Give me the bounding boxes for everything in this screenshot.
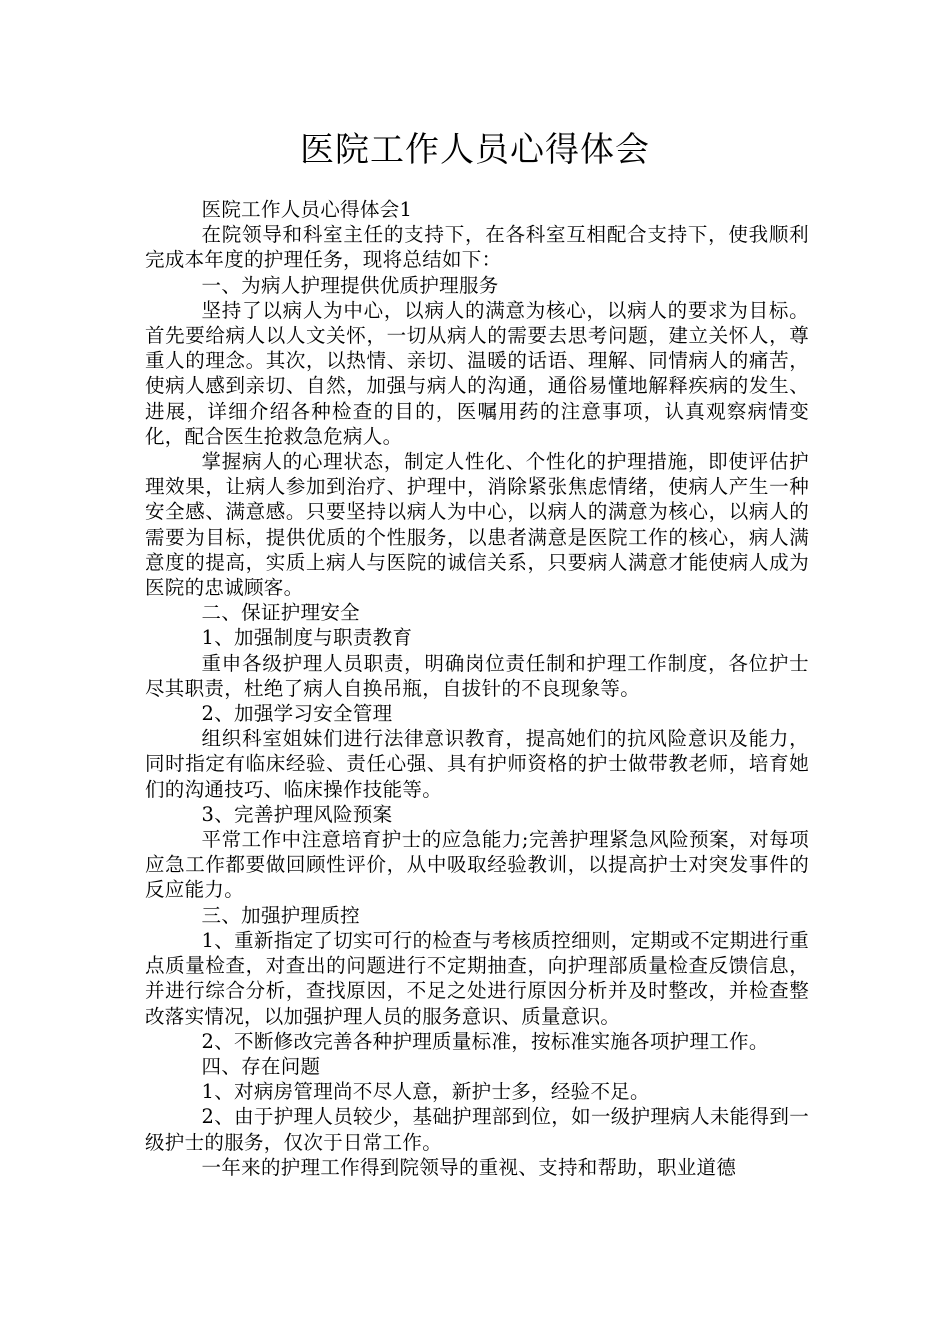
paragraph-subheading: 3、完善护理风险预案 xyxy=(201,802,393,826)
paragraph-heading-2: 二、保证护理安全 xyxy=(201,601,360,625)
document-title: 医院工作人员心得体会 xyxy=(300,130,650,170)
paragraph-body: 1、重新指定了切实可行的检查与考核质控细则，定期或不定期进行重点质量检查，对查出的问题进行不定期抽查，向护理部质量检查反馈信息，并进行综合分析，查找原因，不足之处进行原因分析并及时整改，并检查整改落实情况，以加强护理人员的服务意识、质量意识。 xyxy=(145,928,809,1028)
paragraph-body: 2、由于护理人员较少，基础护理部到位，如一级护理病人未能得到一级护士的服务，仅次于日常工作。 xyxy=(145,1105,809,1154)
paragraph-body: 组织科室姐妹们进行法律意识教育，提高她们的抗风险意识及能力，同时指定有临床经验、责任心强、具有护师资格的护士做带教老师，培育她们的沟通技巧、临床操作技能等。 xyxy=(145,727,809,801)
paragraph-subheading: 2、加强学习安全管理 xyxy=(201,702,393,726)
document-body xyxy=(145,197,809,1180)
paragraph-heading-1: 一、为病人护理提供优质护理服务 xyxy=(201,273,499,297)
paragraph-body: 平常工作中注意培育护士的应急能力;完善护理紧急风险预案，对每项应急工作都要做回顾性评价，从中吸取经验教训，以提高护士对突发事件的反应能力。 xyxy=(145,828,809,902)
paragraph-body: 重申各级护理人员职责，明确岗位责任制和护理工作制度，各位护士尽其职责，杜绝了病人自换吊瓶，自拔针的不良现象等。 xyxy=(145,651,809,700)
paragraph-subheading: 1、加强制度与职责教育 xyxy=(201,626,413,650)
paragraph-intro: 在院领导和科室主任的支持下，在各科室互相配合支持下，使我顺利完成本年度的护理任务，现将总结如下： xyxy=(145,223,809,272)
paragraph-body: 坚持了以病人为中心，以病人的满意为核心，以病人的要求为目标。首先要给病人以人文关怀，一切从病人的需要去思考问题，建立关怀人，尊重人的理念。其次，以热情、亲切、温暖的话语、理解、同情病人的痛苦，使病人感到亲切、自然，加强与病人的沟通，通俗易懂地解释疾病的发生、进展，详细介绍各种检查的目的，医嘱用药的注意事项，认真观察病情变化，配合医生抢救急危病人。 xyxy=(145,298,809,448)
paragraph-heading-4: 四、存在问题 xyxy=(201,1054,321,1078)
paragraph-section-heading: 医院工作人员心得体会1 xyxy=(201,198,413,221)
paragraph-body: 1、对病房管理尚不尽人意，新护士多，经验不足。 xyxy=(201,1080,650,1104)
paragraph-body: 2、不断修改完善各种护理质量标准，按标准实施各项护理工作。 xyxy=(201,1029,769,1053)
paragraph-body: 掌握病人的心理状态，制定人性化、个性化的护理措施，即使评估护理效果，让病人参加到治疗、护理中，消除紧张焦虑情绪，使病人产生一种安全感、满意感。只要坚持以病人为中心，以病人的满意为核心，以病人的需要为目标，提供优质的个性服务，以患者满意是医院工作的核心，病人满意度的提高，实质上病人与医院的诚信关系，只要病人满意才能使病人成为医院的忠诚顾客。 xyxy=(145,450,809,600)
paragraph-body: 一年来的护理工作得到院领导的重视、支持和帮助，职业道德 xyxy=(201,1155,737,1179)
paragraph-heading-3: 三、加强护理质控 xyxy=(201,903,360,927)
